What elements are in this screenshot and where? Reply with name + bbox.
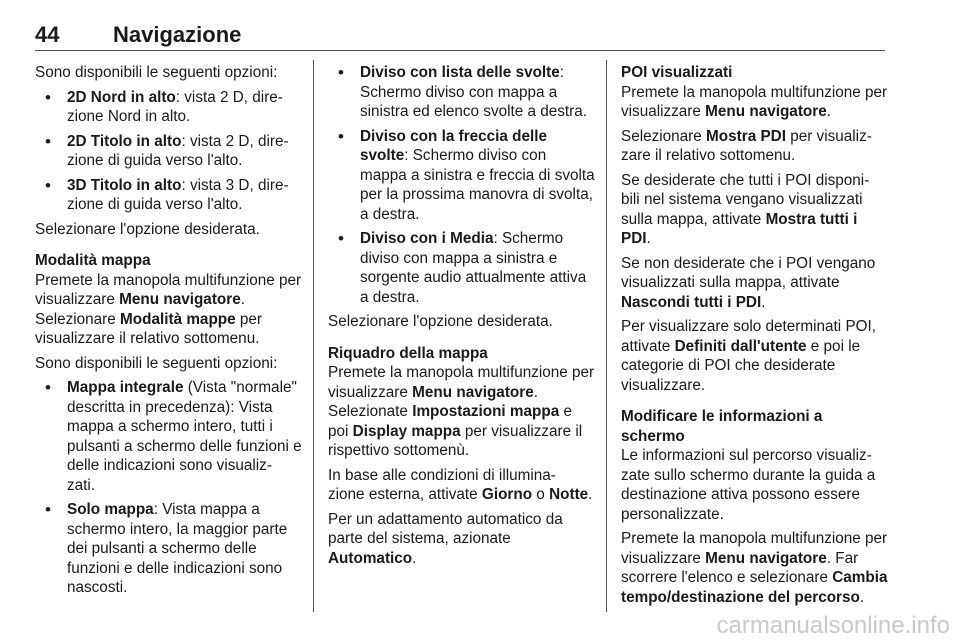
- option-term: Diviso con la freccia delle svolte: [360, 127, 548, 164]
- option-term: Mappa integrale: [67, 379, 184, 396]
- map-box-heading: Riquadro della mappa: [328, 344, 488, 362]
- edit-info-paragraph-1: Le informazioni sul percorso visualiz- zate sullo schermo durante la guida a destinazione attiva possono essere personalizzate.: [621, 447, 876, 523]
- map-modes-keyword: Modalità mappe: [120, 310, 236, 328]
- change-time-destination-keyword: Cambia tempo/destinazione del percorso: [621, 569, 888, 606]
- column-1: [35, 63, 303, 603]
- poi-paragraph-1: Premete la manopola multifunzione per visualizzare Menu navigatore.: [621, 83, 888, 120]
- hide-all-poi-keyword: Nascondi tutti i PDI: [621, 293, 762, 311]
- show-all-poi-keyword: Mostra tutti i PDI: [621, 210, 858, 247]
- edit-info-heading: Modificare le informazioni a schermo: [621, 408, 823, 445]
- edit-info-paragraph-2: Premete la manopola multifunzione per visualizzare Menu navigatore. Far scorrere l'elenco e selezionare Cambia tempo/destinazione del percorso.: [621, 530, 888, 606]
- column-divider-1: [313, 60, 314, 612]
- poi-paragraph-5: Per visualizzare solo determinati POI, attivate Definiti dall'utente e poi le categorie di POI che desiderate visualizzare.: [621, 318, 877, 394]
- page-header: [35, 22, 885, 52]
- menu-navigatore-keyword: Menu navigatore: [119, 291, 241, 308]
- options-intro: Sono disponibili le seguenti opzioni:: [35, 64, 278, 81]
- select-instruction: Selezionare l'opzione desiderata.: [328, 313, 553, 330]
- map-mode-heading: Modalità mappa: [35, 252, 151, 269]
- option-term: 3D Titolo in alto: [67, 176, 182, 194]
- header-divider: [35, 50, 885, 51]
- options-intro: Sono disponibili le seguenti opzioni:: [35, 354, 278, 372]
- automatic-keyword: Automatico: [328, 549, 413, 567]
- menu-navigatore-keyword: Menu navigatore: [412, 383, 534, 401]
- menu-navigatore-keyword: Menu navigatore: [705, 549, 827, 567]
- day-keyword: Giorno: [481, 486, 533, 503]
- watermark: carmanualsonline.info: [716, 612, 950, 639]
- map-display-keyword: Display mappa: [352, 422, 461, 440]
- user-defined-keyword: Definiti dall'utente: [674, 337, 807, 355]
- option-term: Solo mappa: [67, 501, 154, 518]
- day-night-paragraph: In base alle condizioni di illumina- zione esterna, attivate Giorno o Notte.: [328, 466, 593, 503]
- poi-heading: POI visualizzati: [621, 64, 733, 81]
- option-desc: : vista 3 D, dire- zione di guida verso l'alto.: [67, 176, 289, 213]
- section-title: Navigazione: [113, 22, 242, 47]
- automatic-paragraph: Per un adattamento automatico da parte del sistema, azionate Automatico.: [328, 510, 563, 567]
- list-item: [35, 500, 303, 598]
- list-item: [328, 63, 596, 122]
- page-number: 44: [35, 22, 60, 47]
- select-instruction: Selezionare l'opzione desiderata.: [35, 220, 260, 238]
- column-3: [621, 63, 889, 612]
- poi-paragraph-3: Se desiderate che tutti i POI disponi- bili nel sistema vengano visualizzati sulla mappa, attivate Mostra tutti i PDI.: [621, 171, 870, 247]
- column-2: [328, 63, 596, 573]
- poi-paragraph-2: Selezionare Mostra PDI per visualiz- zare il relativo sottomenu.: [621, 127, 872, 164]
- option-term: 2D Titolo in alto: [67, 132, 182, 150]
- column-divider-2: [606, 60, 607, 612]
- option-desc: : vista 2 D, dire- zione di guida verso l'alto.: [67, 132, 289, 169]
- list-item: [35, 132, 303, 171]
- option-desc: : vista 2 D, dire- zione Nord in alto.: [67, 88, 283, 125]
- list-item: [35, 88, 303, 127]
- list-item: [328, 229, 596, 307]
- option-desc: : Vista mappa a schermo intero, la maggior parte dei pulsanti a schermo delle funzioni e delle indicazioni sono nascosti.: [67, 501, 288, 596]
- option-term: 2D Nord in alto: [67, 88, 176, 106]
- option-term: Diviso con lista delle svolte: [360, 64, 560, 81]
- list-item: [35, 378, 303, 495]
- view-options-list: [35, 88, 303, 215]
- map-mode-options-list: [35, 378, 303, 598]
- menu-navigatore-keyword: Menu navigatore: [705, 103, 827, 120]
- option-desc: : Schermo diviso con mappa a sinistra e freccia di svolta per la prossima manovra di svolta, a destra.: [360, 147, 595, 223]
- poi-paragraph-4: Se non desiderate che i POI vengano visualizzati sulla mappa, attivate Nascondi tutti i PDI.: [621, 254, 876, 311]
- option-desc: : Schermo diviso con mappa a sinistra ed elenco svolte a destra.: [360, 64, 588, 120]
- show-poi-keyword: Mostra PDI: [706, 127, 786, 145]
- map-settings-keyword: Impostazioni mappa: [412, 403, 560, 420]
- map-box-paragraph: Premete la manopola multifunzione per visualizzare Menu navigatore. Selezionate Impostazioni mappa e poi Display mappa per visualizzare il rispettivo sottomenù.: [328, 364, 595, 459]
- list-item: [328, 127, 596, 225]
- option-desc: : Schermo diviso con mappa a sinistra e sorgente audio attualmente attiva a destra.: [360, 230, 587, 306]
- map-mode-paragraph: Premete la manopola multifunzione per visualizzare Menu navigatore. Selezionare Modalità mappe per visualizzare il relativo sottomenu.: [35, 271, 302, 347]
- option-desc: (Vista "normale" descritta in precedenza): Vista mappa a schermo intero, tutti i pulsanti a schermo delle funzioni e delle indicazioni sono visualiz- zati.: [67, 379, 302, 494]
- list-item: [35, 176, 303, 215]
- option-term: Diviso con i Media: [360, 230, 494, 247]
- split-options-list: [328, 63, 596, 307]
- night-keyword: Notte: [549, 486, 589, 503]
